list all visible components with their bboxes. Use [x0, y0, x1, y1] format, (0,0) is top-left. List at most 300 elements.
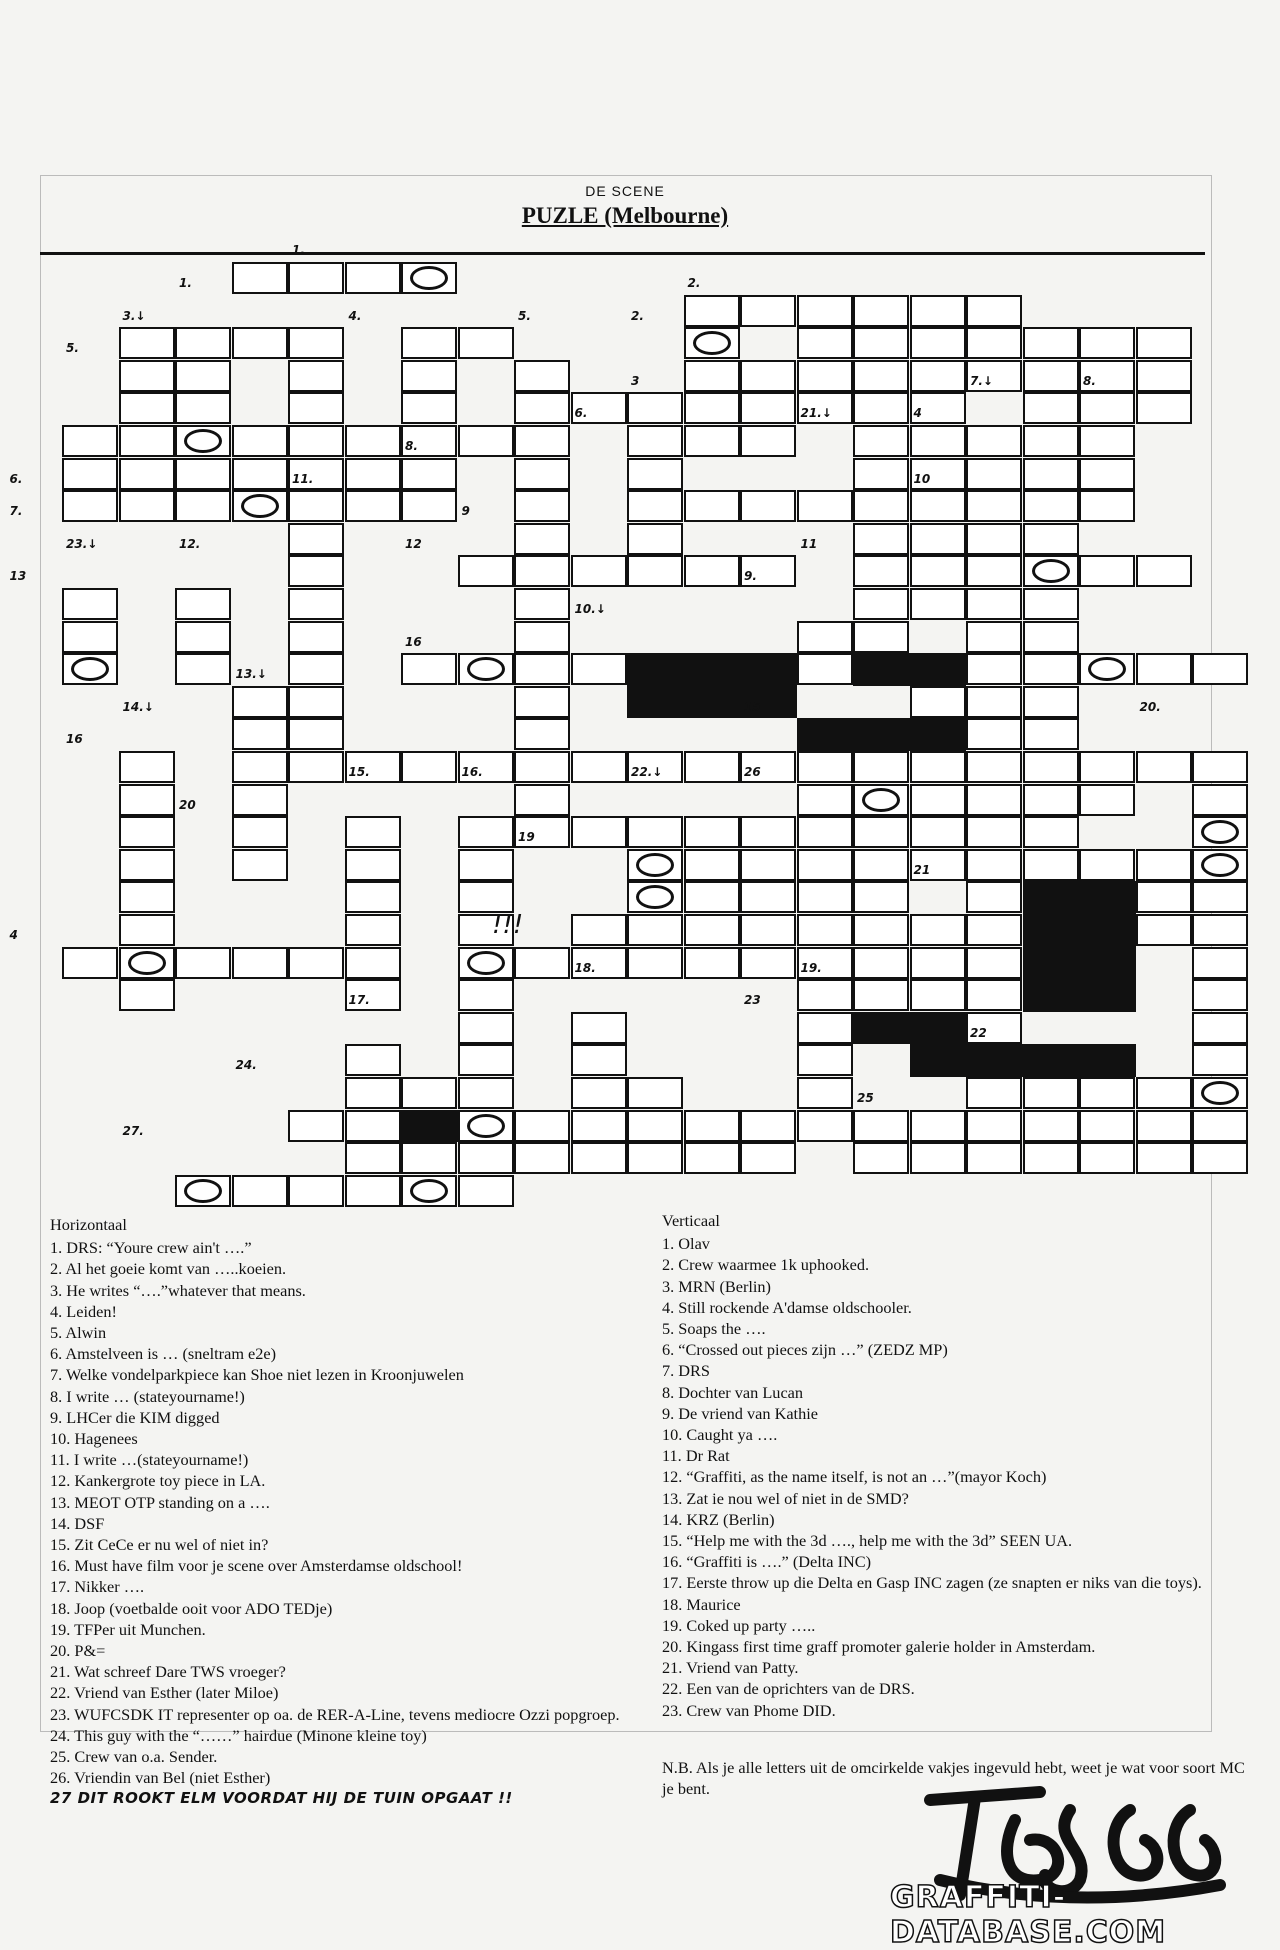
grid-cell[interactable] — [401, 1142, 457, 1174]
grid-cell[interactable] — [401, 360, 457, 392]
grid-cell[interactable] — [119, 979, 175, 1011]
grid-cell[interactable] — [797, 881, 853, 913]
grid-cell[interactable] — [1136, 849, 1192, 881]
grid-cell[interactable] — [175, 425, 231, 457]
grid-cell[interactable] — [797, 979, 853, 1011]
grid-cell[interactable] — [401, 458, 457, 490]
grid-cell[interactable] — [288, 947, 344, 979]
grid-cell[interactable] — [458, 1110, 514, 1142]
grid-cell[interactable] — [288, 523, 344, 555]
grid-cell[interactable] — [571, 914, 627, 946]
grid-cell[interactable] — [1079, 784, 1135, 816]
grid-cell[interactable] — [1023, 653, 1079, 685]
grid-cell[interactable] — [401, 653, 457, 685]
grid-cell[interactable] — [684, 360, 740, 392]
grid-cell[interactable] — [853, 523, 909, 555]
grid-cell[interactable] — [119, 816, 175, 848]
grid-cell[interactable] — [458, 1044, 514, 1076]
grid-cell[interactable] — [514, 588, 570, 620]
grid-cell[interactable] — [966, 621, 1022, 653]
grid-cell[interactable] — [232, 816, 288, 848]
grid-cell[interactable] — [797, 1012, 853, 1044]
grid-cell[interactable] — [1136, 914, 1192, 946]
grid-cell[interactable] — [797, 490, 853, 522]
grid-cell[interactable] — [740, 849, 796, 881]
grid-cell[interactable] — [232, 686, 288, 718]
grid-cell[interactable] — [514, 653, 570, 685]
grid-cell[interactable] — [119, 425, 175, 457]
grid-cell[interactable] — [966, 458, 1022, 490]
grid-cell[interactable] — [740, 914, 796, 946]
grid-cell[interactable] — [288, 621, 344, 653]
grid-cell[interactable] — [232, 458, 288, 490]
grid-cell[interactable] — [966, 784, 1022, 816]
grid-cell[interactable] — [571, 555, 627, 587]
grid-cell[interactable] — [232, 947, 288, 979]
grid-cell[interactable] — [627, 947, 683, 979]
grid-cell[interactable] — [853, 392, 909, 424]
grid-cell[interactable] — [119, 327, 175, 359]
grid-cell[interactable] — [853, 979, 909, 1011]
grid-cell[interactable] — [684, 947, 740, 979]
grid-cell[interactable] — [910, 914, 966, 946]
grid-cell[interactable] — [288, 360, 344, 392]
grid-cell[interactable] — [1023, 490, 1079, 522]
grid-cell[interactable] — [1023, 686, 1079, 718]
grid-cell[interactable] — [288, 686, 344, 718]
grid-cell[interactable] — [514, 555, 570, 587]
grid-cell[interactable] — [1023, 425, 1079, 457]
grid-cell[interactable] — [458, 816, 514, 848]
grid-cell[interactable] — [1023, 1110, 1079, 1142]
grid-cell[interactable] — [684, 1110, 740, 1142]
grid-cell[interactable] — [232, 425, 288, 457]
grid-cell[interactable] — [910, 295, 966, 327]
grid-cell[interactable] — [401, 327, 457, 359]
grid-cell[interactable] — [627, 816, 683, 848]
grid-cell[interactable] — [684, 392, 740, 424]
grid-cell[interactable] — [345, 458, 401, 490]
grid-cell[interactable] — [966, 555, 1022, 587]
grid-cell[interactable] — [345, 947, 401, 979]
grid-cell[interactable] — [740, 881, 796, 913]
grid-cell[interactable] — [853, 490, 909, 522]
grid-cell[interactable] — [740, 816, 796, 848]
grid-cell[interactable] — [288, 555, 344, 587]
grid-cell[interactable] — [853, 914, 909, 946]
grid-cell[interactable] — [910, 784, 966, 816]
grid-cell[interactable] — [1079, 849, 1135, 881]
grid-cell[interactable] — [1023, 555, 1079, 587]
grid-cell[interactable] — [684, 849, 740, 881]
grid-cell[interactable] — [627, 392, 683, 424]
grid-cell[interactable] — [1079, 425, 1135, 457]
grid-cell[interactable] — [910, 555, 966, 587]
grid-cell[interactable] — [966, 653, 1022, 685]
grid-cell[interactable] — [1023, 718, 1079, 750]
grid-cell[interactable] — [910, 490, 966, 522]
grid-cell[interactable] — [627, 425, 683, 457]
grid-cell[interactable] — [175, 458, 231, 490]
grid-cell[interactable] — [853, 1110, 909, 1142]
grid-cell[interactable] — [1023, 1077, 1079, 1109]
grid-cell[interactable] — [966, 588, 1022, 620]
grid-cell[interactable] — [910, 523, 966, 555]
grid-cell[interactable] — [853, 849, 909, 881]
grid-cell[interactable] — [853, 816, 909, 848]
grid-cell[interactable] — [853, 947, 909, 979]
grid-cell[interactable] — [740, 295, 796, 327]
grid-cell[interactable] — [797, 621, 853, 653]
grid-cell[interactable] — [740, 425, 796, 457]
grid-cell[interactable] — [797, 816, 853, 848]
grid-cell[interactable] — [345, 1077, 401, 1109]
grid-cell[interactable] — [1079, 1142, 1135, 1174]
grid-cell[interactable] — [119, 360, 175, 392]
grid-cell[interactable] — [62, 490, 118, 522]
grid-cell[interactable] — [910, 947, 966, 979]
grid-cell[interactable] — [514, 490, 570, 522]
grid-cell[interactable] — [797, 914, 853, 946]
grid-cell[interactable] — [514, 784, 570, 816]
grid-cell[interactable] — [853, 588, 909, 620]
grid-cell[interactable] — [684, 490, 740, 522]
grid-cell[interactable] — [740, 1110, 796, 1142]
grid-cell[interactable] — [345, 1110, 401, 1142]
grid-cell[interactable] — [458, 979, 514, 1011]
grid-cell[interactable] — [853, 1142, 909, 1174]
grid-cell[interactable] — [910, 1142, 966, 1174]
grid-cell[interactable] — [910, 979, 966, 1011]
grid-cell[interactable] — [627, 914, 683, 946]
grid-cell[interactable] — [853, 751, 909, 783]
grid-cell[interactable] — [514, 523, 570, 555]
grid-cell[interactable] — [966, 881, 1022, 913]
grid-cell[interactable] — [571, 1012, 627, 1044]
grid-cell[interactable] — [684, 914, 740, 946]
grid-cell[interactable] — [175, 947, 231, 979]
grid-cell[interactable] — [514, 1110, 570, 1142]
grid-cell[interactable] — [740, 947, 796, 979]
grid-cell[interactable] — [966, 523, 1022, 555]
grid-cell[interactable] — [1192, 881, 1248, 913]
grid-cell[interactable] — [966, 686, 1022, 718]
grid-cell[interactable] — [345, 1044, 401, 1076]
grid-cell[interactable] — [966, 849, 1022, 881]
grid-cell[interactable] — [119, 784, 175, 816]
grid-cell[interactable] — [797, 653, 853, 685]
grid-cell[interactable] — [345, 262, 401, 294]
grid-cell[interactable] — [627, 1142, 683, 1174]
grid-cell[interactable] — [910, 1110, 966, 1142]
grid-cell[interactable] — [175, 1175, 231, 1207]
grid-cell[interactable] — [1136, 881, 1192, 913]
grid-cell[interactable] — [684, 555, 740, 587]
grid-cell[interactable] — [966, 751, 1022, 783]
grid-cell[interactable] — [514, 1142, 570, 1174]
grid-cell[interactable] — [571, 751, 627, 783]
grid-cell[interactable] — [1192, 914, 1248, 946]
grid-cell[interactable] — [966, 816, 1022, 848]
grid-cell[interactable] — [175, 490, 231, 522]
grid-cell[interactable] — [571, 1110, 627, 1142]
grid-cell[interactable] — [910, 751, 966, 783]
grid-cell[interactable] — [1079, 458, 1135, 490]
grid-cell[interactable] — [684, 881, 740, 913]
grid-cell[interactable] — [232, 1175, 288, 1207]
grid-cell[interactable] — [458, 327, 514, 359]
grid-cell[interactable] — [514, 686, 570, 718]
grid-cell[interactable] — [175, 653, 231, 685]
grid-cell[interactable] — [288, 1175, 344, 1207]
grid-cell[interactable] — [288, 718, 344, 750]
grid-cell[interactable] — [966, 327, 1022, 359]
grid-cell[interactable] — [119, 751, 175, 783]
grid-cell[interactable] — [345, 1175, 401, 1207]
grid-cell[interactable] — [345, 849, 401, 881]
grid-cell[interactable] — [1136, 751, 1192, 783]
grid-cell[interactable] — [684, 816, 740, 848]
grid-cell[interactable] — [232, 751, 288, 783]
grid-cell[interactable] — [119, 849, 175, 881]
grid-cell[interactable] — [119, 392, 175, 424]
grid-cell[interactable] — [1023, 327, 1079, 359]
grid-cell[interactable] — [966, 979, 1022, 1011]
grid-cell[interactable] — [1079, 653, 1135, 685]
grid-cell[interactable] — [514, 947, 570, 979]
grid-cell[interactable] — [797, 295, 853, 327]
grid-cell[interactable] — [740, 392, 796, 424]
grid-cell[interactable] — [1079, 490, 1135, 522]
grid-cell[interactable] — [401, 490, 457, 522]
grid-cell[interactable] — [458, 881, 514, 913]
grid-cell[interactable] — [853, 360, 909, 392]
grid-cell[interactable] — [1023, 784, 1079, 816]
grid-cell[interactable] — [119, 458, 175, 490]
grid-cell[interactable] — [288, 392, 344, 424]
grid-cell[interactable] — [1023, 523, 1079, 555]
grid-cell[interactable] — [119, 947, 175, 979]
grid-cell[interactable] — [232, 849, 288, 881]
grid-cell[interactable] — [1023, 392, 1079, 424]
grid-cell[interactable] — [458, 1012, 514, 1044]
grid-cell[interactable] — [401, 1175, 457, 1207]
grid-cell[interactable] — [458, 555, 514, 587]
grid-cell[interactable] — [1192, 751, 1248, 783]
grid-cell[interactable] — [684, 425, 740, 457]
grid-cell[interactable] — [966, 295, 1022, 327]
grid-cell[interactable] — [232, 784, 288, 816]
grid-cell[interactable] — [1192, 1110, 1248, 1142]
grid-cell[interactable] — [910, 425, 966, 457]
grid-cell[interactable] — [175, 588, 231, 620]
grid-cell[interactable] — [119, 490, 175, 522]
grid-cell[interactable] — [797, 849, 853, 881]
grid-cell[interactable] — [62, 588, 118, 620]
grid-cell[interactable] — [1192, 1142, 1248, 1174]
grid-cell[interactable] — [910, 327, 966, 359]
grid-cell[interactable] — [910, 686, 966, 718]
grid-cell[interactable] — [1192, 849, 1248, 881]
grid-cell[interactable] — [175, 392, 231, 424]
grid-cell[interactable] — [345, 1142, 401, 1174]
grid-cell[interactable] — [458, 1077, 514, 1109]
grid-cell[interactable] — [1192, 1044, 1248, 1076]
grid-cell[interactable] — [966, 1110, 1022, 1142]
grid-cell[interactable] — [288, 588, 344, 620]
grid-cell[interactable] — [119, 914, 175, 946]
grid-cell[interactable] — [1079, 555, 1135, 587]
grid-cell[interactable] — [797, 751, 853, 783]
grid-cell[interactable] — [571, 1044, 627, 1076]
grid-cell[interactable] — [627, 523, 683, 555]
grid-cell[interactable] — [966, 1142, 1022, 1174]
grid-cell[interactable] — [627, 555, 683, 587]
grid-cell[interactable] — [797, 1110, 853, 1142]
grid-cell[interactable] — [401, 392, 457, 424]
grid-cell[interactable] — [627, 1110, 683, 1142]
grid-cell[interactable] — [1079, 1110, 1135, 1142]
grid-cell[interactable] — [1023, 588, 1079, 620]
grid-cell[interactable] — [1136, 360, 1192, 392]
grid-cell[interactable] — [175, 327, 231, 359]
grid-cell[interactable] — [684, 751, 740, 783]
grid-cell[interactable] — [1192, 816, 1248, 848]
grid-cell[interactable] — [966, 425, 1022, 457]
grid-cell[interactable] — [627, 1077, 683, 1109]
grid-cell[interactable] — [853, 621, 909, 653]
grid-cell[interactable] — [1136, 327, 1192, 359]
grid-cell[interactable] — [797, 784, 853, 816]
grid-cell[interactable] — [627, 849, 683, 881]
grid-cell[interactable] — [1192, 1077, 1248, 1109]
grid-cell[interactable] — [1023, 458, 1079, 490]
grid-cell[interactable] — [62, 458, 118, 490]
grid-cell[interactable] — [797, 327, 853, 359]
grid-cell[interactable] — [1192, 947, 1248, 979]
grid-cell[interactable] — [853, 784, 909, 816]
grid-cell[interactable] — [684, 295, 740, 327]
grid-cell[interactable] — [62, 621, 118, 653]
grid-cell[interactable] — [571, 1142, 627, 1174]
grid-cell[interactable] — [514, 718, 570, 750]
grid-cell[interactable] — [1079, 392, 1135, 424]
grid-cell[interactable] — [1192, 1012, 1248, 1044]
grid-cell[interactable] — [1079, 751, 1135, 783]
grid-cell[interactable] — [910, 816, 966, 848]
grid-cell[interactable] — [966, 718, 1022, 750]
grid-cell[interactable] — [853, 327, 909, 359]
grid-cell[interactable] — [175, 621, 231, 653]
grid-cell[interactable] — [627, 490, 683, 522]
grid-cell[interactable] — [288, 425, 344, 457]
grid-cell[interactable] — [1192, 784, 1248, 816]
grid-cell[interactable] — [966, 490, 1022, 522]
grid-cell[interactable] — [853, 425, 909, 457]
grid-cell[interactable] — [288, 490, 344, 522]
grid-cell[interactable] — [571, 653, 627, 685]
grid-cell[interactable] — [1136, 1142, 1192, 1174]
grid-cell[interactable] — [514, 751, 570, 783]
grid-cell[interactable] — [62, 947, 118, 979]
grid-cell[interactable] — [458, 1175, 514, 1207]
grid-cell[interactable] — [345, 425, 401, 457]
grid-cell[interactable] — [1023, 360, 1079, 392]
grid-cell[interactable] — [1192, 979, 1248, 1011]
grid-cell[interactable] — [797, 1077, 853, 1109]
grid-cell[interactable] — [345, 881, 401, 913]
grid-cell[interactable] — [232, 718, 288, 750]
grid-cell[interactable] — [458, 947, 514, 979]
grid-cell[interactable] — [1136, 392, 1192, 424]
grid-cell[interactable] — [1079, 327, 1135, 359]
grid-cell[interactable] — [1023, 816, 1079, 848]
grid-cell[interactable] — [1023, 849, 1079, 881]
grid-cell[interactable] — [458, 653, 514, 685]
grid-cell[interactable] — [1136, 1077, 1192, 1109]
grid-cell[interactable] — [684, 327, 740, 359]
grid-cell[interactable] — [1023, 1142, 1079, 1174]
grid-cell[interactable] — [345, 914, 401, 946]
grid-cell[interactable] — [288, 1110, 344, 1142]
grid-cell[interactable] — [175, 360, 231, 392]
grid-cell[interactable] — [740, 490, 796, 522]
grid-cell[interactable] — [853, 881, 909, 913]
grid-cell[interactable] — [684, 1142, 740, 1174]
grid-cell[interactable] — [458, 425, 514, 457]
grid-cell[interactable] — [1023, 751, 1079, 783]
grid-cell[interactable] — [345, 490, 401, 522]
grid-cell[interactable] — [288, 653, 344, 685]
grid-cell[interactable] — [571, 1077, 627, 1109]
grid-cell[interactable] — [627, 458, 683, 490]
grid-cell[interactable] — [288, 751, 344, 783]
grid-cell[interactable] — [514, 621, 570, 653]
grid-cell[interactable] — [119, 881, 175, 913]
grid-cell[interactable] — [853, 458, 909, 490]
grid-cell[interactable] — [401, 262, 457, 294]
grid-cell[interactable] — [62, 425, 118, 457]
grid-cell[interactable] — [1192, 653, 1248, 685]
grid-cell[interactable] — [910, 588, 966, 620]
grid-cell[interactable] — [910, 360, 966, 392]
grid-cell[interactable] — [853, 295, 909, 327]
grid-cell[interactable] — [514, 458, 570, 490]
grid-cell[interactable] — [401, 1077, 457, 1109]
grid-cell[interactable] — [853, 555, 909, 587]
grid-cell[interactable] — [232, 490, 288, 522]
grid-cell[interactable] — [1023, 621, 1079, 653]
grid-cell[interactable] — [288, 262, 344, 294]
grid-cell[interactable] — [740, 360, 796, 392]
grid-cell[interactable] — [627, 881, 683, 913]
grid-cell[interactable] — [797, 360, 853, 392]
grid-cell[interactable] — [1136, 1110, 1192, 1142]
grid-cell[interactable] — [1079, 1077, 1135, 1109]
grid-cell[interactable] — [232, 262, 288, 294]
grid-cell[interactable] — [232, 327, 288, 359]
grid-cell[interactable] — [345, 816, 401, 848]
grid-cell[interactable] — [1136, 653, 1192, 685]
grid-cell[interactable] — [62, 653, 118, 685]
grid-cell[interactable] — [571, 816, 627, 848]
grid-cell[interactable] — [458, 849, 514, 881]
grid-cell[interactable] — [740, 1142, 796, 1174]
grid-cell[interactable] — [458, 1142, 514, 1174]
grid-cell[interactable] — [797, 1044, 853, 1076]
grid-cell[interactable] — [288, 327, 344, 359]
grid-cell[interactable] — [514, 425, 570, 457]
